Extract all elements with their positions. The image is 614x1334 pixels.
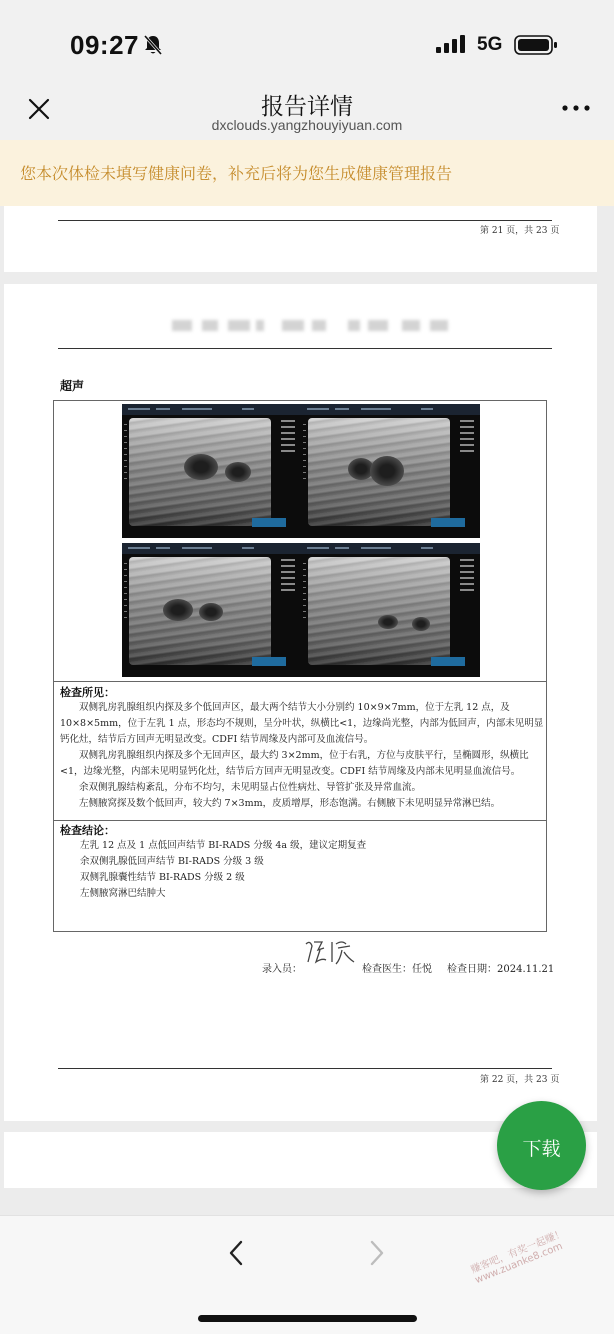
ultrasound-image	[301, 404, 480, 538]
handwritten-signature	[302, 936, 358, 966]
home-indicator[interactable]	[198, 1315, 417, 1322]
health-questionnaire-notice[interactable]	[0, 140, 614, 206]
redacted-header	[172, 320, 462, 336]
ultrasound-report-box	[53, 400, 547, 932]
page-title: 报告详情	[261, 94, 353, 120]
status-bar	[0, 0, 614, 84]
page-number: 第 22 页，共 23 页	[480, 1075, 560, 1085]
page-number: 第 21 页，共 23 页	[480, 226, 560, 236]
finding-paragraph: 双侧乳房乳腺组织内探及多个无回声区，最大约 3×2mm，位于右乳，方位与皮肤平行，呈椭圆形，纵横比<1，边缘光整，内部未见明显钙化灶，结节后方回声无明显改变。CDFI 结节周缘及内部未见明显血流信号。	[60, 750, 529, 777]
page-footer-rule	[58, 1068, 552, 1069]
findings-section	[60, 684, 544, 812]
page-url: dxclouds.yangzhouyiyuan.com	[211, 117, 403, 133]
bell-slash-icon	[143, 34, 163, 56]
page-footer-rule	[58, 220, 552, 221]
report-page-21	[4, 206, 597, 272]
browser-toolbar	[0, 1215, 614, 1334]
network-type: 5G	[477, 34, 503, 55]
report-page-22	[4, 284, 597, 1121]
download-label: 下载	[522, 1138, 561, 1160]
conclusion-item: 余双侧乳腺低回声结节 BI-RADS 分级 3 级	[80, 856, 264, 867]
ultrasound-image	[301, 543, 480, 677]
conclusion-heading: 检查结论：	[60, 824, 115, 837]
chevron-left-icon[interactable]	[226, 1238, 246, 1268]
findings-heading: 检查所见：	[60, 686, 115, 699]
divider	[54, 681, 546, 682]
conclusion-item: 左侧腋窝淋巴结肿大	[80, 888, 166, 899]
ultrasound-image	[122, 404, 301, 538]
more-icon[interactable]	[560, 102, 592, 114]
exam-doctor: 检查医生：任悦	[362, 964, 432, 975]
watermark: 赚客吧，有奖一起赚！ www.zuanke8.com	[469, 1228, 567, 1287]
finding-paragraph: 余双侧乳腺结构紊乱，分布不均匀，未见明显占位性病灶、导管扩张及异常血流。	[79, 782, 422, 793]
notice-text: 您本次体检未填写健康问卷，补充后将为您生成健康管理报告	[20, 164, 453, 183]
conclusion-item: 双侧乳腺囊性结节 BI-RADS 分级 2 级	[80, 872, 245, 883]
exam-date: 检查日期：2024.11.21	[447, 964, 555, 975]
ultrasound-image	[122, 543, 301, 677]
nav-bar	[0, 84, 614, 140]
signal-icon	[436, 33, 466, 55]
conclusion-item: 左乳 12 点及 1 点低回声结节 BI-RADS 分级 4a 级，建议定期复查	[80, 840, 367, 851]
entry-clerk-label: 录入员：	[262, 964, 302, 975]
section-title: 超声	[60, 379, 85, 393]
page-header-rule	[58, 348, 552, 349]
divider	[54, 820, 546, 821]
download-button[interactable]	[497, 1101, 586, 1190]
conclusion-section	[60, 822, 544, 902]
chevron-right-icon[interactable]	[367, 1238, 387, 1268]
battery-icon	[514, 34, 558, 56]
finding-paragraph: 左侧腋窝探及数个低回声，较大约 7×3mm，皮质增厚，形态饱满。右侧腋下未见明显异常淋巴结。	[79, 798, 501, 809]
status-time: 09:27	[70, 30, 139, 60]
finding-paragraph: 双侧乳房乳腺组织内探及多个低回声区，最大两个结节大小分别约 10×9×7mm，位于左乳 12 点，及 10×8×5mm，位于左乳 1 点，形态均不规则，呈分叶状，纵横比<1，边缘尚光整，内部为低回声，内部未见明显钙化灶，结节后方回声无明显改变。CDFI 结节周缘及内部可及血流信号。	[60, 702, 544, 745]
